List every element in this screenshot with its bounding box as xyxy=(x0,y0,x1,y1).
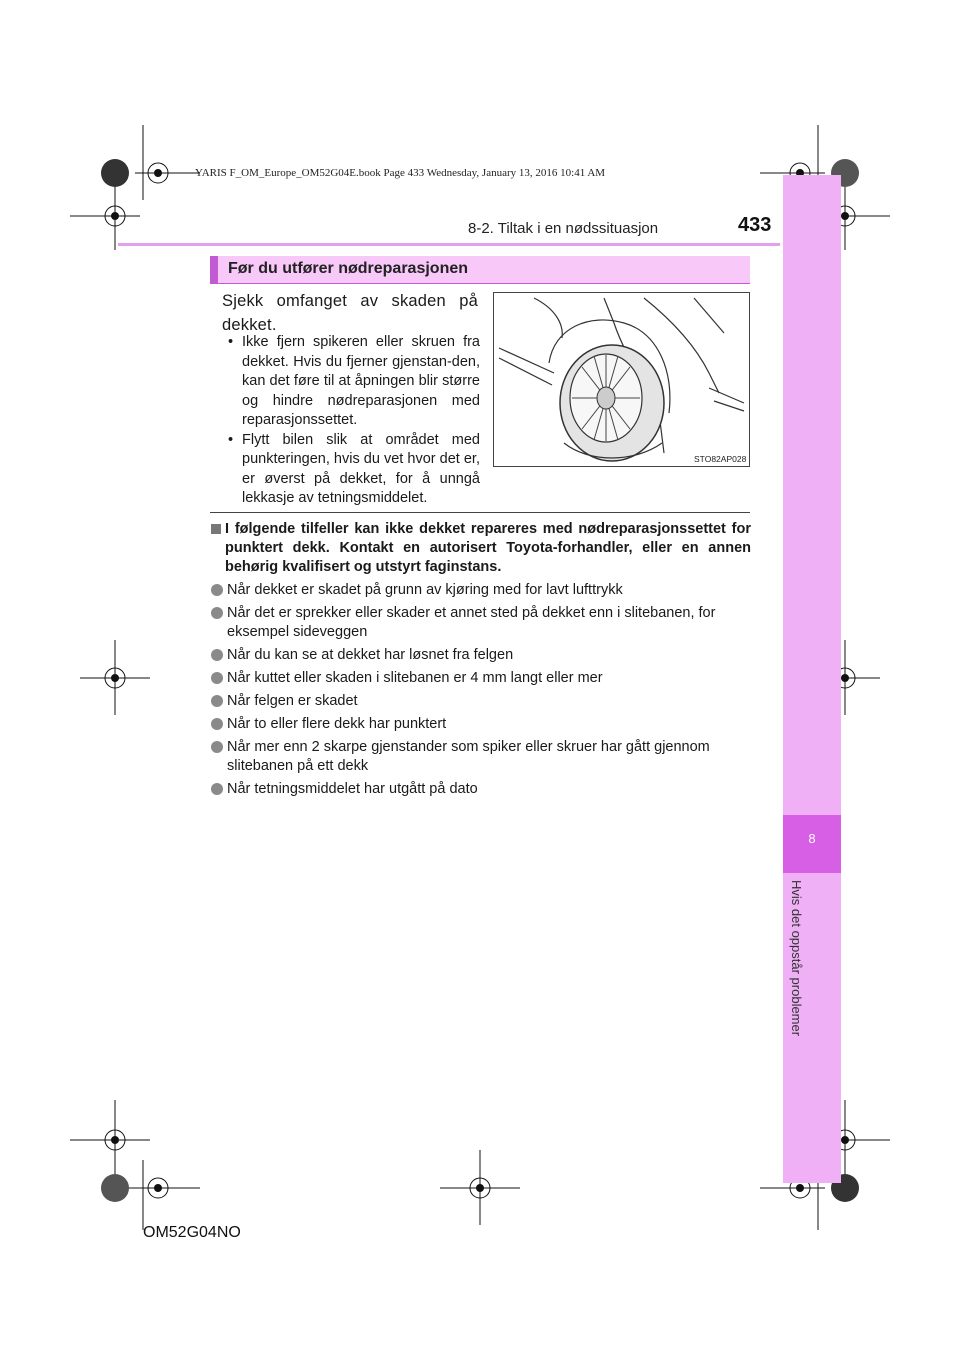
page-number: 433 xyxy=(738,214,772,236)
list-item xyxy=(228,431,480,509)
warning-heading-row xyxy=(211,520,751,577)
chapter-number: 8 xyxy=(808,831,816,846)
warning-heading: I følgende tilfeller kan ikke dekket repareres med nødreparasjonssettet for punktert dekk. Kontakt en autorisert Toyota-forhandler, eller en annen behørig kvalifisert og utstyrt faginstans. xyxy=(225,521,751,575)
list-item-text: Når kuttet eller skaden i slitebanen er 4 mm langt eller mer xyxy=(227,670,603,686)
chapter-title: Hvis det oppstår problemer xyxy=(789,880,804,1037)
list-item-text: Når mer enn 2 skarpe gjenstander som spiker eller skruer har gått gjennom slitebanen på ett dekk xyxy=(227,739,710,774)
section-heading: 8-2. Tiltak i en nødssituasjon xyxy=(468,220,659,237)
list-item xyxy=(228,333,480,431)
box-title-bar xyxy=(210,256,750,284)
list-item xyxy=(211,692,751,711)
box-title: Før du utfører nødreparasjonen xyxy=(228,260,469,277)
circle-bullet-icon xyxy=(211,718,223,730)
list-item xyxy=(211,581,751,600)
sub-item-list xyxy=(228,333,480,509)
tire-illustration xyxy=(493,292,750,467)
list-item xyxy=(211,715,751,734)
list-item-text: Flytt bilen slik at området med punkteringen, hvis du vet hvor det er, er øverst på dekket, for å unngå lekkasje av tetningsmiddelet. xyxy=(242,431,480,506)
circle-bullet-icon xyxy=(211,649,223,661)
list-item xyxy=(211,646,751,665)
document-code: OM52G04NO xyxy=(143,1224,241,1241)
list-item xyxy=(211,738,751,776)
header-rule xyxy=(118,243,780,246)
circle-bullet-icon xyxy=(211,584,223,596)
list-item-text: Ikke fjern spikeren eller skruen fra dekket. Hvis du fjerner gjenstan-den, kan det føre til at åpningen blir større og hindre nødreparasjonen med reparasjonssettet. xyxy=(242,334,480,428)
car-wheel-drawing xyxy=(494,293,749,466)
list-item-text: Når felgen er skadet xyxy=(227,693,358,709)
divider xyxy=(210,512,750,513)
list-item xyxy=(211,780,751,799)
list-item-text: Når dekket er skadet på grunn av kjøring med for lavt lufttrykk xyxy=(227,582,623,598)
bullet-dot: • xyxy=(228,334,234,350)
warning-block xyxy=(211,520,751,803)
list-item xyxy=(211,604,751,642)
square-bullet-icon xyxy=(211,524,221,534)
bullet-dot: • xyxy=(228,431,234,448)
list-item xyxy=(211,669,751,688)
list-item-text: Når to eller flere dekk har punktert xyxy=(227,716,447,732)
circle-bullet-icon xyxy=(211,741,223,753)
illustration-code: STO82AP028 xyxy=(694,454,747,464)
intro-text: Sjekk omfanget av skaden på dekket. xyxy=(222,292,478,334)
list-item-text: Når det er sprekker eller skader et annet sted på dekket enn i slitebanen, for eksempel sideveggen xyxy=(227,605,716,640)
circle-bullet-icon xyxy=(211,672,223,684)
circle-bullet-icon xyxy=(211,695,223,707)
circle-bullet-icon xyxy=(211,607,223,619)
circle-bullet-icon xyxy=(211,783,223,795)
list-item-text: Når du kan se at dekket har løsnet fra felgen xyxy=(227,647,514,663)
warning-list xyxy=(211,581,751,799)
list-item-text: Når tetningsmiddelet har utgått på dato xyxy=(227,781,478,797)
file-stamp: YARIS F_OM_Europe_OM52G04E.book Page 433 Wednesday, January 13, 2016 10:41 AM xyxy=(195,167,606,179)
